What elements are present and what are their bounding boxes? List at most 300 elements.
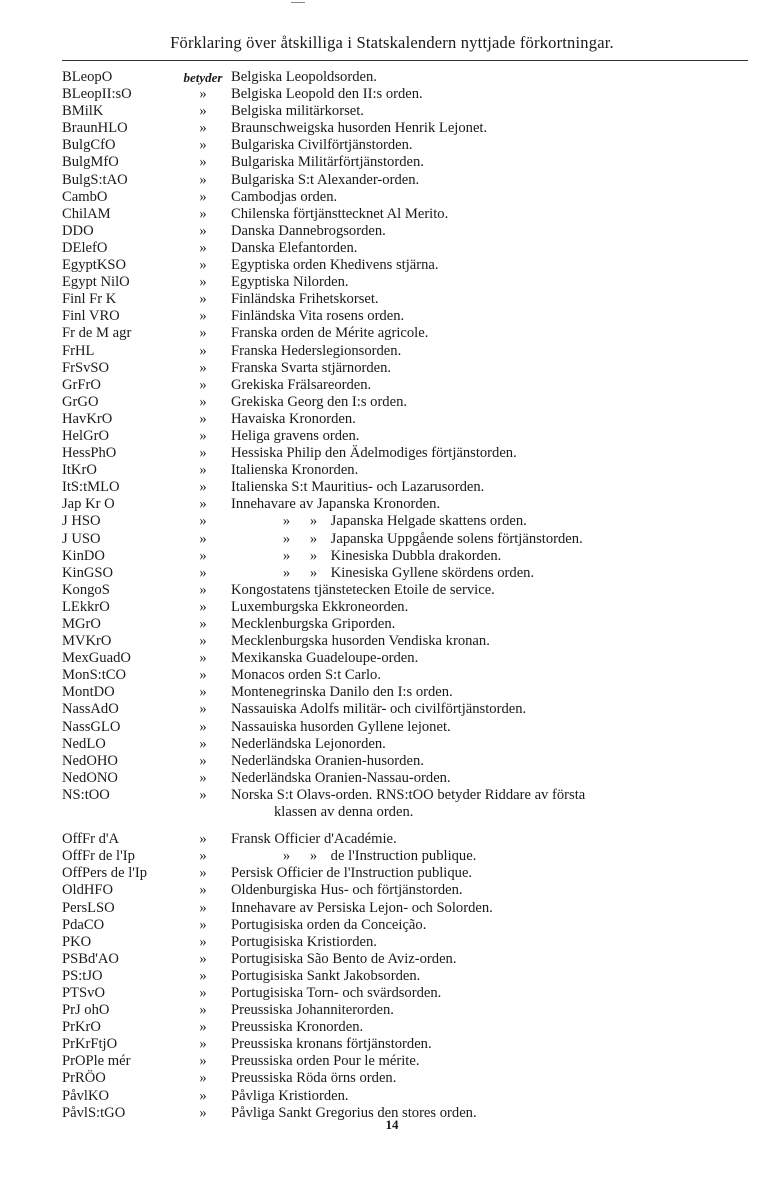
entry-text: de l'Instruction publique. <box>330 848 477 865</box>
entry-text: Cambodjas orden. <box>231 188 338 205</box>
entry-description <box>274 804 413 821</box>
entry-ditto-mark: » <box>199 120 207 137</box>
entry-ditto-mark: » <box>199 188 207 205</box>
list-item <box>0 565 784 582</box>
list-item <box>0 1070 784 1087</box>
list-item <box>0 69 784 86</box>
list-item <box>0 968 784 985</box>
entry-abbreviation: ChilAM <box>62 205 111 222</box>
entry-abbreviation: NassGLO <box>62 718 121 735</box>
entry-abbreviation: NedLO <box>62 735 106 752</box>
list-item <box>0 684 784 701</box>
entry-description <box>231 900 493 917</box>
entry-text: Portugisiska Sankt Jakobsorden. <box>231 967 421 984</box>
entry-text: Montenegrinska Danilo den I:s orden. <box>231 684 453 701</box>
entry-description <box>231 172 419 189</box>
entry-ditto-mark: » <box>199 752 207 769</box>
entry-text: Bulgariska S:t Alexander-orden. <box>231 171 420 188</box>
list-item <box>0 496 784 513</box>
entry-abbreviation: PersLSO <box>62 899 115 916</box>
list-item <box>0 103 784 120</box>
list-item <box>0 513 784 530</box>
entry-description <box>231 189 337 206</box>
entry-description <box>231 968 420 985</box>
entry-abbreviation: Finl VRO <box>62 308 120 325</box>
entry-text: Norska S:t Olavs-orden. RNS:tOO betyder Riddare av första <box>231 786 586 803</box>
entry-description <box>231 240 357 257</box>
entry-ditto-mark: » <box>199 239 207 256</box>
entry-ditto-mark: » <box>199 967 207 984</box>
entry-description <box>231 882 463 899</box>
entry-description <box>231 69 377 86</box>
entry-abbreviation: NassAdO <box>62 701 119 718</box>
entry-text: Portugisiska Kristiorden. <box>231 933 377 950</box>
entry-abbreviation: BMilK <box>62 103 104 120</box>
entry-description <box>231 650 418 667</box>
entry-text: Påvliga Sankt Gregorius den stores orden. <box>231 1104 477 1121</box>
list-item <box>0 831 784 848</box>
ditto-mark: » <box>282 513 291 530</box>
entry-text: Heliga gravens orden. <box>231 427 360 444</box>
entry-abbreviation: BulgCfO <box>62 137 116 154</box>
entry-ditto-mark: » <box>199 786 207 803</box>
entry-ditto-mark: » <box>199 1002 207 1019</box>
entry-ditto-mark: » <box>199 1070 207 1087</box>
entry-ditto-mark: » <box>199 257 207 274</box>
entry-abbreviation: Fr de M agr <box>62 325 132 342</box>
entry-ditto-mark: » <box>199 1019 207 1036</box>
entry-ditto-mark: » <box>199 984 207 1001</box>
entry-abbreviation: HessPhO <box>62 445 117 462</box>
entry-text: Innehavare av Japanska Kronorden. <box>231 496 441 513</box>
list-item <box>0 240 784 257</box>
entry-ditto-mark: » <box>199 445 207 462</box>
list-item <box>0 1019 784 1036</box>
list-item <box>0 411 784 428</box>
entry-abbreviation: NS:tOO <box>62 786 110 803</box>
entry-abbreviation: MVKrO <box>62 633 112 650</box>
entry-ditto-mark: » <box>199 496 207 513</box>
list-item <box>0 616 784 633</box>
entry-text: Kinesiska Gyllene skördens orden. <box>330 564 535 581</box>
list-item <box>0 172 784 189</box>
entry-ditto-mark: » <box>199 848 207 865</box>
entry-abbreviation: BulgMfO <box>62 154 119 171</box>
entry-description <box>231 548 501 565</box>
entry-abbreviation: NedOHO <box>62 752 118 769</box>
entry-description <box>231 934 377 951</box>
ditto-mark: » <box>309 848 318 865</box>
entry-text: Nederländska Lejonorden. <box>231 735 386 752</box>
entry-text: Grekiska Georg den I:s orden. <box>231 393 408 410</box>
list-item <box>0 377 784 394</box>
list-item <box>0 343 784 360</box>
entry-abbreviation: Finl Fr K <box>62 291 117 308</box>
entry-description <box>231 86 423 103</box>
entry-ditto-mark: » <box>199 291 207 308</box>
list-item <box>0 917 784 934</box>
entry-description <box>231 479 484 496</box>
entry-text: Persisk Officier de l'Instruction publique. <box>231 865 473 882</box>
entry-ditto-mark: » <box>199 1104 207 1121</box>
list-item <box>0 257 784 274</box>
entry-description <box>231 445 517 462</box>
entry-description <box>231 753 424 770</box>
entry-abbreviation: KongoS <box>62 581 110 598</box>
entry-ditto-mark: » <box>199 547 207 564</box>
entry-description <box>231 394 407 411</box>
entry-abbreviation: PSBd'AO <box>62 950 119 967</box>
entry-text: Franska Svarta stjärnorden. <box>231 359 392 376</box>
entry-text: Oldenburgiska Hus- och förtjänstorden. <box>231 882 463 899</box>
list-item <box>0 548 784 565</box>
entry-abbreviation: Egypt NilO <box>62 274 130 291</box>
list-item <box>0 599 784 616</box>
entry-description <box>231 787 585 804</box>
entry-text: Belgiska Leopoldsorden. <box>231 69 377 85</box>
entry-description <box>231 985 441 1002</box>
entry-text: Italienska S:t Mauritius- och Lazarusorden. <box>231 479 485 496</box>
entry-ditto-mark: » <box>199 410 207 427</box>
entry-abbreviation: PåvlS:tGO <box>62 1104 126 1121</box>
entry-abbreviation: PrRÖO <box>62 1070 106 1087</box>
entry-abbreviation: GrGO <box>62 393 99 410</box>
list-item <box>0 951 784 968</box>
entry-ditto-mark: » <box>199 882 207 899</box>
entry-description <box>231 428 359 445</box>
entry-description <box>231 1070 396 1087</box>
entry-ditto-mark: » <box>199 479 207 496</box>
entry-ditto-mark: » <box>199 137 207 154</box>
entry-description <box>231 137 413 154</box>
entry-ditto-mark: » <box>199 462 207 479</box>
entry-text: Nassauiska husorden Gyllene lejonet. <box>231 718 451 735</box>
entry-abbreviation: HelGrO <box>62 427 110 444</box>
top-edge-mark <box>291 2 305 3</box>
list-item <box>0 462 784 479</box>
entry-text: Egyptiska orden Khedivens stjärna. <box>231 257 439 274</box>
entry-description <box>231 831 397 848</box>
ditto-mark: » <box>309 513 318 530</box>
list-item <box>0 787 784 804</box>
entry-ditto-mark: » <box>199 1036 207 1053</box>
entry-abbreviation: OffFr de l'Ip <box>62 848 135 865</box>
entry-abbreviation: J HSO <box>62 513 101 530</box>
entry-text: Innehavare av Persiska Lejon- och Solorden. <box>231 899 493 916</box>
entry-ditto-mark: » <box>199 650 207 667</box>
entry-description <box>231 770 451 787</box>
entry-description <box>231 565 534 582</box>
entry-ditto-mark: » <box>199 564 207 581</box>
entry-description <box>231 223 386 240</box>
entry-ditto-mark: » <box>199 916 207 933</box>
entry-abbreviation: OldHFO <box>62 882 114 899</box>
entry-abbreviation: GrFrO <box>62 376 101 393</box>
entry-abbreviation: PrOPle mér <box>62 1053 131 1070</box>
list-item <box>0 934 784 951</box>
list-item <box>0 428 784 445</box>
entry-abbreviation: LEkkrO <box>62 598 110 615</box>
entry-description <box>231 1019 363 1036</box>
list-item <box>0 308 784 325</box>
entry-abbreviation: J USO <box>62 530 101 547</box>
entry-ditto-mark: » <box>199 325 207 342</box>
entry-description <box>231 582 495 599</box>
list-item <box>0 1088 784 1105</box>
list-item <box>0 223 784 240</box>
entry-text: Bulgariska Militärförtjänstorden. <box>231 154 424 171</box>
ditto-mark: » <box>309 530 318 547</box>
entry-description <box>231 848 476 865</box>
entry-ditto-mark: » <box>199 513 207 530</box>
entry-abbreviation: DElefO <box>62 239 108 256</box>
entry-abbreviation: MonS:tCO <box>62 667 127 684</box>
title-rule <box>62 60 748 61</box>
entry-description <box>231 951 457 968</box>
ditto-mark: » <box>282 564 291 581</box>
entry-description <box>231 257 439 274</box>
entry-ditto-mark: » <box>199 581 207 598</box>
entry-abbreviation: PrKrFtjO <box>62 1036 118 1053</box>
entry-ditto-mark: » <box>199 103 207 120</box>
list-item <box>0 1002 784 1019</box>
entry-ditto-mark: » <box>199 86 207 103</box>
ditto-mark: » <box>309 547 318 564</box>
entry-description <box>231 103 364 120</box>
entry-description <box>231 411 356 428</box>
entry-description <box>231 513 527 530</box>
entry-text: Braunschweigska husorden Henrik Lejonet. <box>231 120 488 137</box>
entry-ditto-mark: » <box>199 950 207 967</box>
entry-abbreviation: NedONO <box>62 769 118 786</box>
list-item <box>0 154 784 171</box>
list-item <box>0 719 784 736</box>
entry-description <box>231 616 395 633</box>
entry-ditto-mark: » <box>199 831 207 848</box>
entry-ditto-mark: » <box>199 735 207 752</box>
list-item <box>0 985 784 1002</box>
entry-abbreviation: PS:tJO <box>62 967 103 984</box>
list-item <box>0 701 784 718</box>
entry-description <box>231 1053 419 1070</box>
entry-text: Grekiska Frälsareorden. <box>231 376 372 393</box>
entry-ditto-mark: » <box>199 616 207 632</box>
entry-text: Fransk Officier d'Académie. <box>231 831 397 848</box>
entry-description <box>231 599 408 616</box>
entry-abbreviation: Jap Kr O <box>62 496 115 513</box>
entry-ditto-mark: » <box>199 376 207 393</box>
list-item <box>0 325 784 342</box>
list-item <box>0 394 784 411</box>
entry-text: Havaiska Kronorden. <box>231 410 356 427</box>
list-item <box>0 804 784 821</box>
entry-text: Kongostatens tjänstetecken Etoile de service. <box>231 581 495 598</box>
entry-description <box>231 343 401 360</box>
entry-text: klassen av denna orden. <box>274 804 414 821</box>
entry-text: Italienska Kronorden. <box>231 462 359 479</box>
entry-description <box>231 865 472 882</box>
entry-text: Preussiska Röda örns orden. <box>231 1070 397 1087</box>
list-item <box>0 667 784 684</box>
entry-text: Nederländska Oranien-Nassau-orden. <box>231 769 451 786</box>
entry-abbreviation: DDO <box>62 222 94 239</box>
list-item <box>0 445 784 462</box>
entry-abbreviation: PåvlKO <box>62 1087 110 1104</box>
entry-ditto-mark: » <box>199 427 207 444</box>
entry-abbreviation: PdaCO <box>62 916 105 933</box>
entry-description <box>231 360 391 377</box>
entry-description <box>231 462 358 479</box>
entry-text: Preussiska orden Pour le mérite. <box>231 1053 420 1070</box>
entry-abbreviation: BLeopO <box>62 69 113 85</box>
entry-ditto-mark: » <box>199 342 207 359</box>
entry-abbreviation: FrSvSO <box>62 359 110 376</box>
entry-description <box>231 377 371 394</box>
entry-abbreviation: EgyptKSO <box>62 257 127 274</box>
entry-ditto-mark: » <box>199 718 207 735</box>
list-item <box>0 189 784 206</box>
list-item <box>0 736 784 753</box>
list-item <box>0 479 784 496</box>
entry-ditto-mark: » <box>199 598 207 615</box>
entry-description <box>231 1002 394 1019</box>
entry-abbreviation: PrKrO <box>62 1019 101 1036</box>
list-item <box>0 633 784 650</box>
entry-ditto-mark: » <box>199 274 207 291</box>
list-item <box>0 1036 784 1053</box>
entry-text: Påvliga Kristiorden. <box>231 1087 349 1104</box>
entry-text: Monacos orden S:t Carlo. <box>231 667 381 684</box>
entry-description <box>231 633 490 650</box>
entry-abbreviation: MGrO <box>62 616 101 632</box>
page-title: Förklaring över åtskilliga i Statskalendern nyttjade förkortningar. <box>170 33 614 52</box>
entry-abbreviation: OffFr d'A <box>62 831 120 848</box>
ditto-mark: » <box>282 530 291 547</box>
entry-description <box>231 120 487 137</box>
entry-description <box>231 154 424 171</box>
list-item <box>0 86 784 103</box>
entry-ditto-mark: » <box>199 667 207 684</box>
list-item <box>0 865 784 882</box>
list-item <box>0 274 784 291</box>
entry-text: Chilenska förtjänsttecknet Al Merito. <box>231 205 449 222</box>
entry-text: Egyptiska Nilorden. <box>231 274 349 291</box>
entry-ditto-mark: » <box>199 205 207 222</box>
entry-ditto-mark: » <box>199 899 207 916</box>
entry-description <box>231 496 440 513</box>
entry-ditto-mark: » <box>199 530 207 547</box>
entry-ditto-mark: » <box>199 154 207 171</box>
page-number: 14 <box>385 1117 399 1132</box>
ditto-mark: » <box>309 564 318 581</box>
entry-text: Mecklenburgska Griporden. <box>231 616 396 632</box>
entry-description <box>231 274 349 291</box>
entry-abbreviation: PKO <box>62 933 92 950</box>
ditto-mark: » <box>282 848 291 865</box>
entry-text: Japanska Helgade skattens orden. <box>330 513 527 530</box>
entry-abbreviation: ItKrO <box>62 462 97 479</box>
entry-text: Preussiska Johanniterorden. <box>231 1002 394 1019</box>
entry-abbreviation: PTSvO <box>62 984 105 1001</box>
entry-ditto-mark: » <box>199 222 207 239</box>
entry-description <box>231 917 426 934</box>
entry-text: Portugisiska orden da Conceição. <box>231 916 427 933</box>
entry-abbreviation: KinGSO <box>62 564 114 581</box>
entry-text: Nassauiska Adolfs militär- och civilförtjänstorden. <box>231 701 527 718</box>
entry-ditto-mark: » <box>199 1087 207 1104</box>
entry-ditto-mark: » <box>199 1053 207 1070</box>
entry-ditto-mark: » <box>199 393 207 410</box>
list-item <box>0 120 784 137</box>
list-item <box>0 291 784 308</box>
abbreviation-list <box>0 69 784 1122</box>
entry-text: Belgiska Leopold den II:s orden. <box>231 86 423 103</box>
list-item <box>0 582 784 599</box>
ditto-mark: » <box>282 547 291 564</box>
list-item <box>0 360 784 377</box>
entry-abbreviation: OffPers de l'Ip <box>62 865 148 882</box>
entry-description <box>231 308 404 325</box>
entry-text: Preussiska Kronorden. <box>231 1019 364 1036</box>
entry-text: Finländska Frihetskorset. <box>231 291 379 308</box>
entry-description <box>231 291 379 308</box>
list-item <box>0 531 784 548</box>
list-gap <box>0 821 784 831</box>
entry-ditto-mark: » <box>199 633 207 650</box>
list-item <box>0 848 784 865</box>
entry-text: Luxemburgska Ekkroneorden. <box>231 598 409 615</box>
entry-description <box>231 1036 432 1053</box>
entry-text: Mecklenburgska husorden Vendiska kronan. <box>231 633 490 650</box>
entry-text: Danska Elefantorden. <box>231 239 358 256</box>
list-item <box>0 650 784 667</box>
entry-description <box>231 701 526 718</box>
entry-description <box>231 736 386 753</box>
entry-abbreviation: HavKrO <box>62 410 113 427</box>
entry-ditto-mark: » <box>199 359 207 376</box>
entry-text: Kinesiska Dubbla drakorden. <box>330 547 502 564</box>
entry-abbreviation: KinDO <box>62 547 105 564</box>
entry-text: Finländska Vita rosens orden. <box>231 308 405 325</box>
entry-text: Bulgariska Civilförtjänstorden. <box>231 137 413 154</box>
entry-text: Danska Dannebrogsorden. <box>231 222 386 239</box>
entry-abbreviation: CambO <box>62 188 108 205</box>
entry-text: Portugisiska Torn- och svärdsorden. <box>231 984 442 1001</box>
entry-abbreviation: MontDO <box>62 684 115 701</box>
entry-ditto-mark: betyder <box>183 70 223 85</box>
entry-description <box>231 667 381 684</box>
entry-text: Portugisiska São Bento de Aviz-orden. <box>231 950 457 967</box>
entry-abbreviation: PrJ ohO <box>62 1002 110 1019</box>
entry-description <box>231 325 428 342</box>
entry-ditto-mark: » <box>199 769 207 786</box>
list-item <box>0 900 784 917</box>
entry-abbreviation: MexGuadO <box>62 650 131 667</box>
list-item <box>0 206 784 223</box>
entry-description <box>231 531 583 548</box>
entry-abbreviation: BulgS:tAO <box>62 171 128 188</box>
list-item <box>0 753 784 770</box>
list-item <box>0 882 784 899</box>
entry-description <box>231 206 448 223</box>
list-item <box>0 1053 784 1070</box>
entry-abbreviation: BLeopII:sO <box>62 86 132 103</box>
entry-abbreviation: ItS:tMLO <box>62 479 120 496</box>
entry-ditto-mark: » <box>199 933 207 950</box>
entry-abbreviation: BraunHLO <box>62 120 128 137</box>
entry-ditto-mark: » <box>199 308 207 325</box>
list-item <box>0 770 784 787</box>
